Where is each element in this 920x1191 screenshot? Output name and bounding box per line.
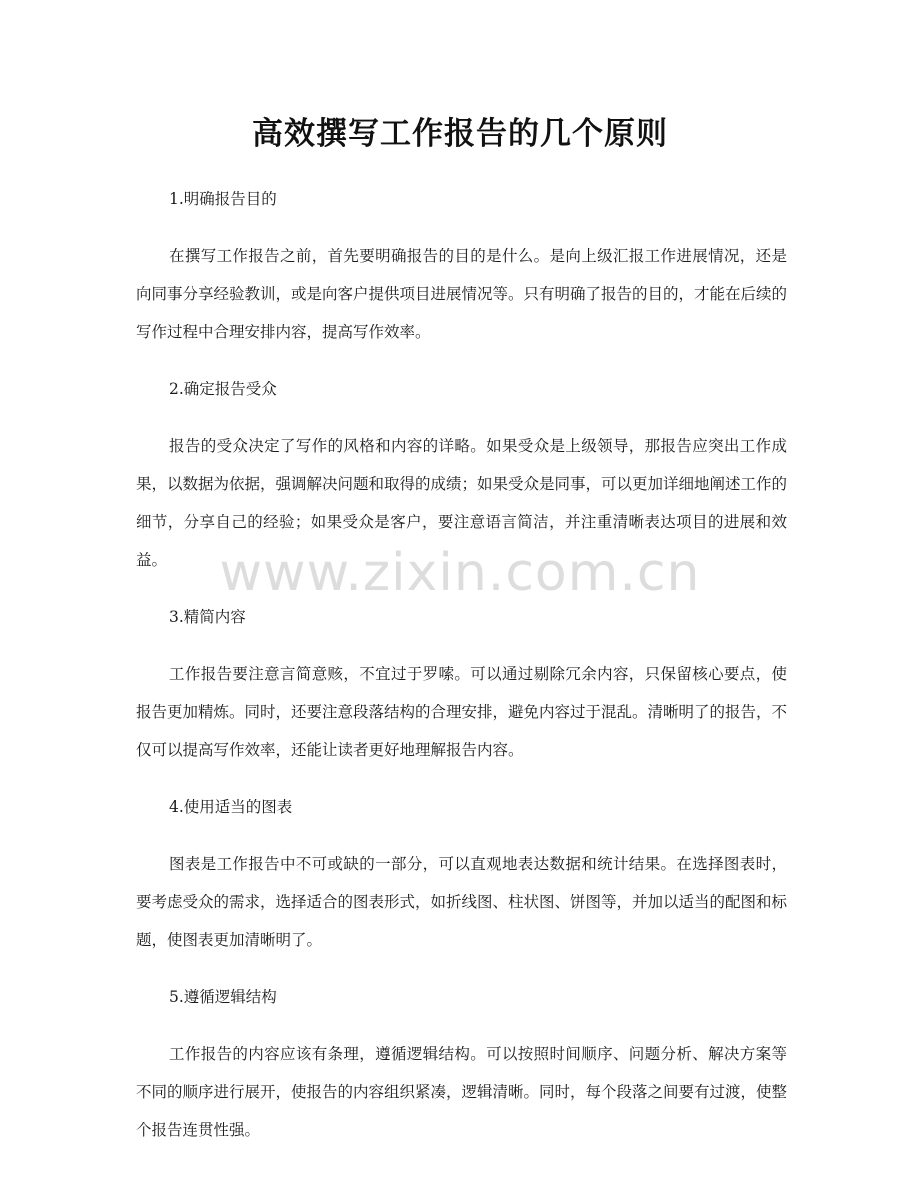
- document-body: [136, 180, 787, 1168]
- section-paragraph: 报告的受众决定了写作的风格和内容的详略。如果受众是上级领导，那报告应突出工作成果，以数据为依据，强调解决问题和取得的成绩；如果受众是同事，可以更加详细地阐述工作的细节，分享自己的经验；如果受众是客户，要注意语言简洁，并注重清晰表达项目的进展和效益。: [136, 437, 788, 569]
- section-paragraph: 在撰写工作报告之前，首先要明确报告的目的是什么。是向上级汇报工作进展情况，还是向同事分享经验教训，或是向客户提供项目进展情况等。只有明确了报告的目的，才能在后续的写作过程中合理安排内容，提高写作效率。: [136, 247, 788, 341]
- section-paragraph: 工作报告要注意言简意赅，不宜过于罗嗦。可以通过剔除冗余内容，只保留核心要点，使报告更加精炼。同时，还要注意段落结构的合理安排，避免内容过于混乱。清晰明了的报告，不仅可以提高写作效率，还能让读者更好地理解报告内容。: [136, 665, 788, 759]
- section-paragraph: 图表是工作报告中不可或缺的一部分，可以直观地表达数据和统计结果。在选择图表时，要考虑受众的需求，选择适合的图表形式，如折线图、柱状图、饼图等，并加以适当的配图和标题，使图表更加清晰明了。: [136, 855, 788, 949]
- section-paragraph: 工作报告的内容应该有条理，遵循逻辑结构。可以按照时间顺序、问题分析、解决方案等不同的顺序进行展开，使报告的内容组织紧凑，逻辑清晰。同时，每个段落之间要有过渡，使整个报告连贯性强。: [136, 1045, 788, 1139]
- watermark: www.zixin.com.cn: [219, 543, 701, 603]
- section-heading: 2.确定报告受众: [169, 380, 277, 398]
- document-title: 高效撰写工作报告的几个原则: [252, 116, 668, 152]
- section-heading: 3.精简内容: [169, 608, 246, 626]
- section-heading: 5.遵循逻辑结构: [169, 988, 277, 1006]
- section-heading: 4.使用适当的图表: [169, 798, 293, 816]
- section-heading: 1.明确报告目的: [169, 190, 277, 208]
